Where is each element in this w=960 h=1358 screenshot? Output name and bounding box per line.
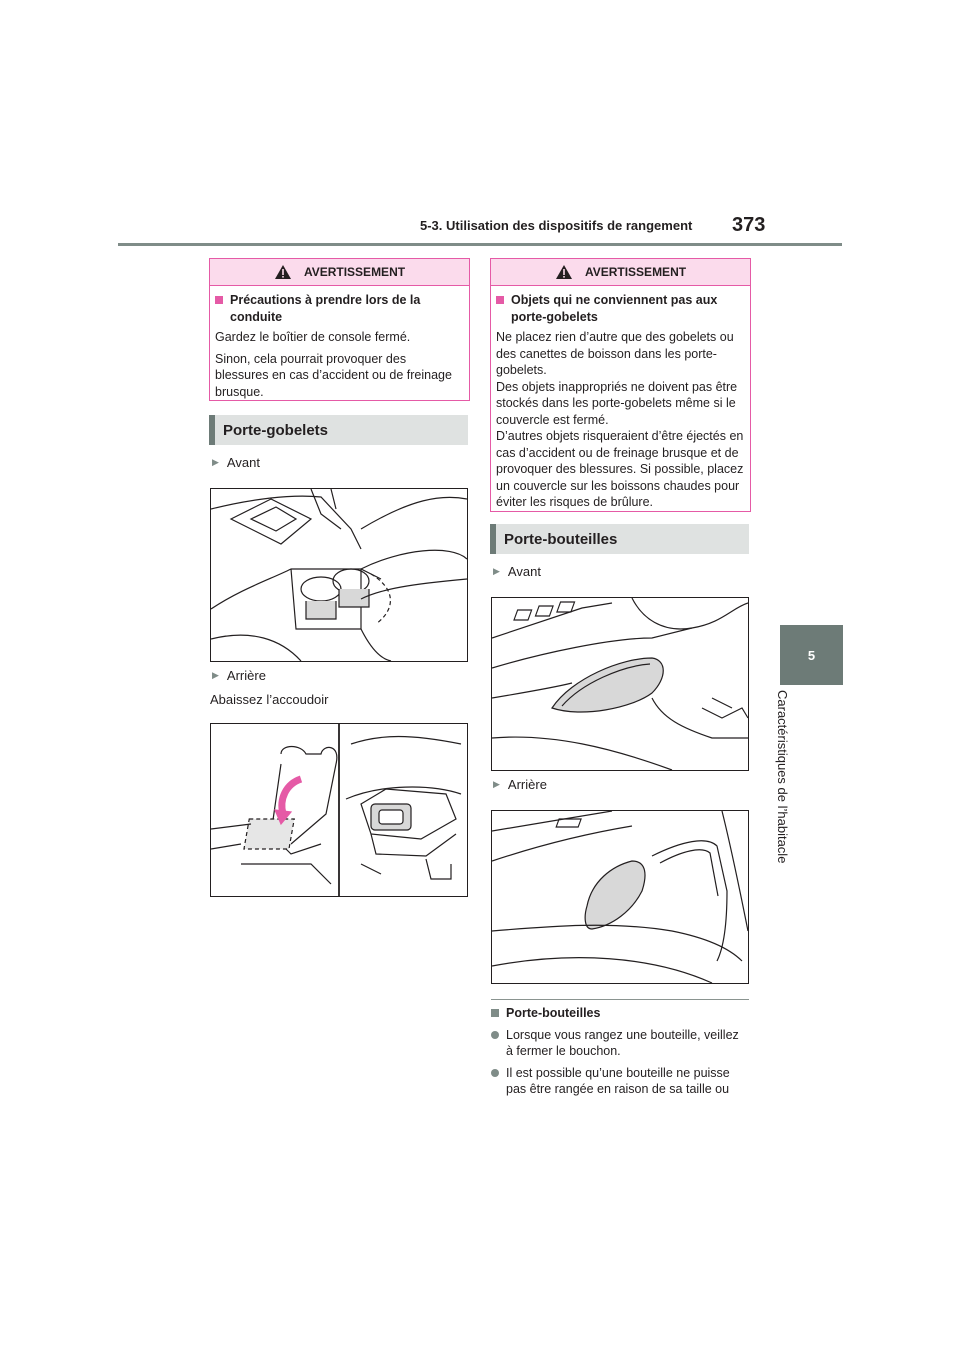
cup-holder-rear-illustration — [211, 724, 467, 896]
bottle-holder-rear-illustration — [492, 811, 748, 983]
warning-item-title: Objets qui ne conviennent pas aux porte-gobelets — [511, 293, 718, 324]
square-bullet-icon — [496, 296, 504, 304]
warning-box-driving — [209, 258, 470, 401]
figure-front-bottle-holder — [491, 597, 749, 771]
circle-bullet-icon — [491, 1031, 499, 1039]
warning-paragraph: Des objets inappropriés ne doivent pas être stockés dans les porte-gobelets même si le couvercle est fermé. — [496, 379, 738, 427]
warning-triangle-icon — [555, 264, 573, 280]
notes-block — [491, 1005, 749, 1097]
front-cup-label: ▶ Avant — [212, 455, 260, 470]
triangle-bullet-icon: ▶ — [212, 457, 219, 467]
warning-header — [491, 259, 750, 286]
warning-box-objects — [490, 258, 751, 512]
chapter-tab: 5 — [780, 625, 843, 685]
square-bullet-icon — [215, 296, 223, 304]
header-divider — [118, 243, 842, 246]
triangle-bullet-icon: ▶ — [493, 566, 500, 576]
chapter-title — [775, 690, 808, 920]
notes-title: Porte-bouteilles — [506, 1006, 601, 1020]
page-number: 373 — [732, 214, 766, 236]
warning-triangle-icon — [274, 264, 292, 280]
warning-paragraph: Gardez le boîtier de console fermé. — [215, 330, 411, 344]
figure-rear-cup-holders — [210, 723, 468, 897]
square-bullet-icon — [491, 1009, 499, 1017]
circle-bullet-icon — [491, 1069, 499, 1077]
figure-front-cup-holders — [210, 488, 468, 662]
warning-paragraph: D’autres objets risqueraient d’être éjectés en cas d’accident ou de freinage brusque et de provoquer des blessures. Si possible, placez un couvercle sur les boissons chaudes pour éviter les risques de brûlure. — [496, 429, 744, 509]
triangle-bullet-icon: ▶ — [212, 670, 219, 680]
notes-divider — [491, 999, 749, 1000]
section-heading-bottle-holders: Porte-bouteilles — [490, 524, 749, 554]
bottle-holder-front-illustration — [492, 598, 748, 770]
warning-heading: AVERTISSEMENT — [584, 265, 687, 279]
note-item: Il est possible qu’une bouteille ne puisse pas être rangée en raison de sa taille ou — [506, 1066, 730, 1096]
rear-bottle-label: ▶ Arrière — [493, 777, 547, 792]
section-heading-cup-holders: Porte-gobelets — [209, 415, 468, 445]
warning-paragraph: Ne placez rien d’autre que des gobelets ou des canettes de boisson dans les porte-gobelets. — [496, 330, 734, 377]
warning-header — [210, 259, 469, 286]
rear-cup-label: ▶ Arrière — [212, 668, 266, 683]
triangle-bullet-icon: ▶ — [493, 779, 500, 789]
cup-holder-front-illustration — [211, 489, 467, 661]
front-bottle-label: ▶ Avant — [493, 564, 541, 579]
chapter-title-text: Caractéristiques de l’habitacle — [775, 690, 790, 864]
warning-item-title: Précautions à prendre lors de la conduite — [230, 293, 421, 324]
rear-cup-instruction: Abaissez l’accoudoir — [210, 692, 329, 707]
warning-heading: AVERTISSEMENT — [303, 265, 406, 279]
note-item: Lorsque vous rangez une bouteille, veillez à fermer le bouchon. — [506, 1028, 739, 1058]
warning-paragraph: Sinon, cela pourrait provoquer des blessures en cas d’accident ou de freinage brusque. — [215, 351, 452, 399]
section-title: 5-3. Utilisation des dispositifs de rangement — [420, 218, 693, 233]
figure-rear-bottle-holder — [491, 810, 749, 984]
